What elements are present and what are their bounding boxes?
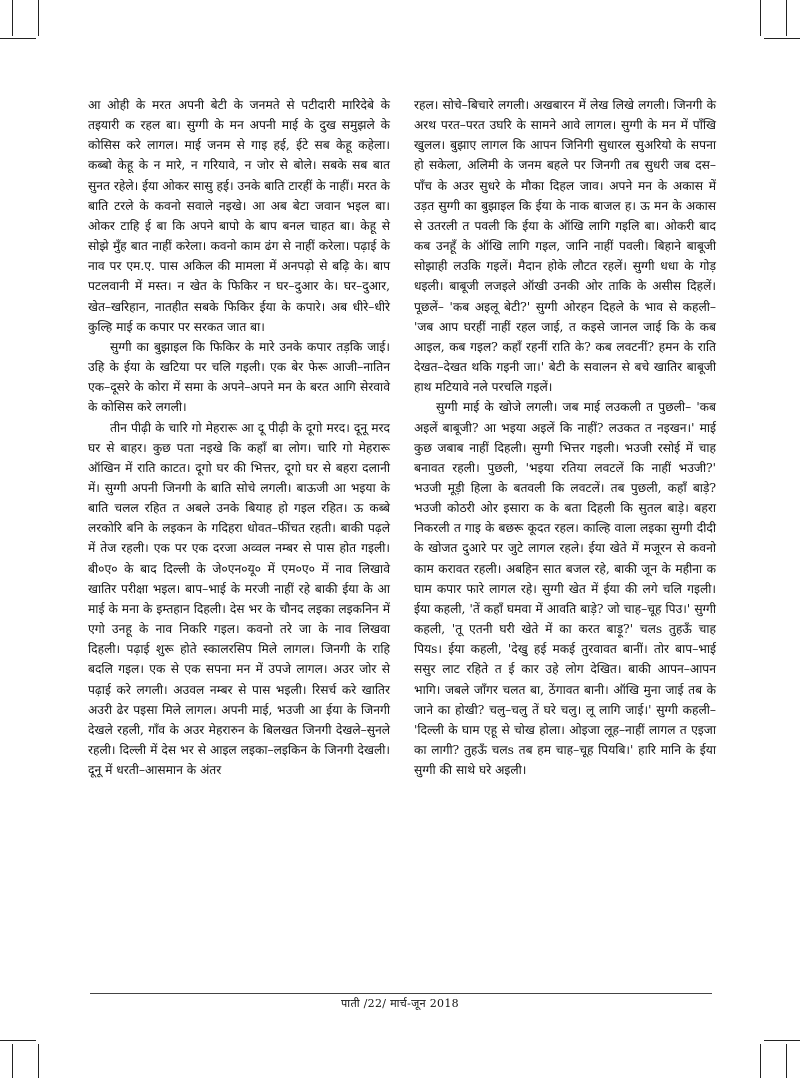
crop-mark-bottom-right-vertical: [760, 1044, 761, 1078]
crop-mark-top-left-horizontal: [0, 38, 36, 39]
paragraph: रहल। सोचे–बिचारे लगली। अखबारन में लेख लिखे लगली। जिनगी के अरथ परत–परत उघरि के सामने आवे लागल। सुग्गी के मन में पाँखि खुलल। बुझाए लागल कि आपन जिनिगी सुधारल सुअरियो के सपना हो सकेला, अलिमी के जनम बहले पर जिनगी तब सुधरी जब दस–पाँच के अउर सुधरे के मौका दिहल जाव। अपने मन के अकास में उड़त सुग्गी का बुझाइल कि ईया के नाक बाजल ह। ऊ मन के अकास से उतरली त पवली कि ईया के ऑखि लागि गइलि बा। ओकरी बाद कब उनहूँ के ऑखि लागि गइल, जानि नाहीं पवली। बिहाने बाबूजी सोझाही लउकि गइलें। मैदान होके लौटत रहलें। सुग्गी धधा के गोड़ धइली। बाबूजी लजइले ऑखी उनकी ओर ताकि के असीस दिहलें। पूछलें– 'कब अइलू बेटी?' सुग्गी ओरहन दिहले के भाव से कहली– 'जब आप घरहीं नाहीं रहल जाई, त कइसे जानल जाई कि के कब आइल, कब गइल? कहाँ रहनीं राति के? कब लवटनीं? हमन के राति देखत–देखत थकि गइनी जा।' बेटी के सवालन से बचे खातिर बाबूजी हाथ मटियावे नले परचलि गइलें।: [414, 98, 716, 395]
crop-mark-top-right-vertical: [760, 0, 761, 36]
article-body: [88, 95, 716, 975]
crop-mark-bottom-left-vertical: [12, 1044, 13, 1078]
footer-divider: [90, 993, 712, 994]
paragraph: सुग्गी माई के खोजे लगली। जब माई लउकली त पुछली– 'कब अइलें बाबूजी? आ भइया अइलें कि नाहीं? लउकत त नइखन।' माई कुछ जबाब नाहीं दिहली। सुग्गी भित्तर गइली। भउजी रसोई में चाह बनावत रहली। पुछली, 'भइया रतिया लवटलें कि नाहीं भउजी?' भउजी मूड़ी हिला के बतवली कि लवटलें। तब पुछली, कहाँ बाड़े? भउजी कोठरी ओर इसारा क के बता दिहली कि सुतल बाड़े। बहरा निकरली त गाइ के बछरू कूदत रहल। काल्हि वाला लइका सुग्गी दीदी के खोजत दुआरे पर जुटे लागल रहले। ईया खेते में मजूरन से कवनो काम करावत रहली। अबहिन सात बजल रहे, बाकी जून के महीना क घाम कपार फारे लागल रहे। सुग्गी खेत में ईया की लगे चलि गइली। ईया कहली, 'तें कहाँ घमवा में आवति बाड़े? जो चाह–चूह पिउ।' सुग्गी कहली, 'तू एतनी घरी खेते में का करत बाड़ू?' चलs तुहऊँ चाह पियs। ईया कहली, 'देखु हई मकई तुरवावत बानीं। तोर बाप–भाई ससुर लाट रहिते त ई कार उहे लोग देखित। बाकी आपन–आपन भागि। जबले जाँगर चलत बा, ठेंगावत बानी। ऑखि मुना जाई तब के जाने का होखी? चलु–चलु तें घरे चलु। लू लागि जाई।' सुग्गी कहली– 'दिल्ली के घाम एहू से चोख होला। ओइजा लूह–नाहीं लागल त एइजा का लागी? तुहऊँ चलs तब हम चाह–चूह पियबि।' हारि मानि के ईया सुग्गी की साथे घरे अइली।: [414, 400, 716, 778]
crop-mark-bottom-right-vertical-2: [786, 1044, 787, 1078]
left-column: [88, 95, 390, 975]
crop-mark-bottom-left-vertical-2: [38, 1044, 39, 1078]
paragraph: तीन पीढ़ी के चारि गो मेहरारू आ दू पीढ़ी के दूगो मरद। दूनू मरद घर से बाहर। कुछ पता नइखे कि कहाँ बा लोग। चारि गो मेहरारू ऑखिन में राति काटत। दूगो घर की भित्तर, दूगो घर से बहरा दलानी में। सुग्गी अपनी जिनगी के बाति सोचे लगली। बाऊजी आ भइया के बाति चलल रहित त अबले उनके बियाह हो गइल रहित। ऊ कब्बे लरकोरि बनि के लइकन के गदिहरा धोवत–फींचत रहती। बाकी पढ़ले में तेज रहली। एक पर एक दरजा अव्वल नम्बर से पास होत गइली। बी०ए० के बाद दिल्ली के जे०एन०यू० में एम०ए० में नाव लिखावे खातिर परीक्षा भइल। बाप–भाई के मरजी नाहीं रहे बाकी ईया के आ माई के मना के इम्तहान दिहली। देस भर के चौनद लइका लइकनिन में एगो उनहू के नाव निकरि गइल। कवनो तरे जा के नाव लिखवा दिहली। पढ़ाई शुरू होते स्कालरसिप मिले लागल। जिनगी के राहि बदलि गइल। एक से एक सपना मन में उपजे लागल। अउर जोर से पढ़ाई करे लगली। अउवल नम्बर से पास भइली। रिसर्च करे खातिर अउरी ढेर पइसा मिले लागल। अपनी माई, भउजी आ ईया के जिनगी देखले रहली, गाँव के अउर मेहरारुन के बिलखत जिनगी देखले–सुनले रहली। दिल्ली में देस भर से आइल लइका–लइकिन के जिनगी देखली। दूनू में धरती–आसमान के अंतर: [88, 420, 390, 778]
page-footer: पाती /22/ मार्च-जून 2018: [341, 997, 459, 1010]
crop-mark-top-left-vertical-2: [38, 0, 39, 36]
crop-mark-bottom-right-horizontal: [764, 1040, 800, 1041]
crop-mark-bottom-left-horizontal: [0, 1040, 36, 1041]
paragraph: सुग्गी का बुझाइल कि फिकिर के मारे उनके कपार तड़कि जाई। उहि के ईया के खटिया पर चलि गइली। एक बेर फेरू आजी–नातिन एक–दूसरे के कोरा में समा के अपने–अपने मन के बरत आगि सेरवावे के कोसिस करे लगली।: [88, 339, 390, 415]
paragraph: आ ओही के मरत अपनी बेटी के जनमते से पटीदारी मारिदेबे के तइयारी क रहल बा। सुग्गी के मन अपनी माई के दुख समुझले के कोसिस करे लागल। माई जनम से गाइ हई, ईटे सब केहू कहेला। कब्बो केहू के न मारे, न गरियावे, न जोर से बोले। सबके सब बात सुनत रहेले। ईया ओकर सासु हई। उनके बाति टारहीं के नाहीं। मरत के बाति टरले के कवनो सवाले नइखे। आ अब बेटा जवान भइल बा। ओकर टाहि ई बा कि अपने बापो के बाप बनल चाहत बा। केहू से सोझे मुँह बात नाहीं करेला। कवनो काम ढंग से नाहीं करेला। पढ़ाई के नाव पर एम.ए. पास अकिल की मामला में अनपढ़ो से बढ़ि के। बाप पटलवानी में मस्त। न खेत के फिकिर न घर–दुआर के। घर–दुआर, खेत–खरिहान, नातहीत सबके फिकिर ईया के कपारे। अब धीरे–धीरे कुल्हि माई क कपार पर सरकत जात बा।: [88, 98, 390, 334]
crop-mark-top-left-vertical: [12, 0, 13, 36]
crop-mark-top-right-vertical-2: [786, 0, 787, 36]
right-column: [414, 95, 716, 975]
crop-mark-top-right-horizontal: [764, 38, 800, 39]
